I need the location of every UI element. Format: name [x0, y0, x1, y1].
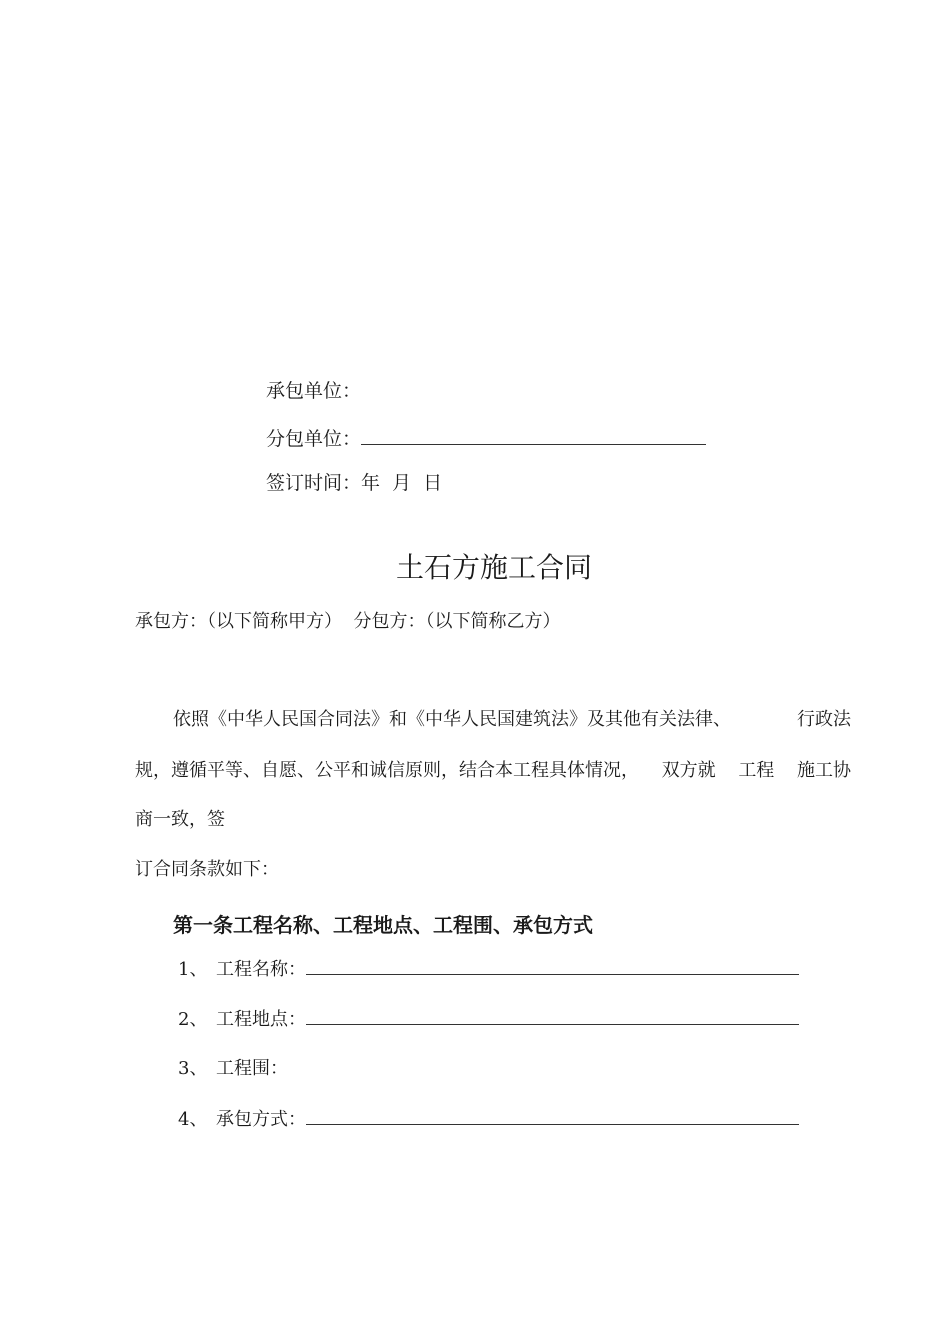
preamble-line-2-b: 双方就 — [661, 760, 716, 781]
item-blank-line — [306, 960, 799, 975]
item-blank-line — [306, 1010, 799, 1025]
item-label: 工程地点： — [216, 1009, 306, 1030]
item-label: 承包方式： — [216, 1109, 306, 1130]
parties-line: 承包方：（以下简称甲方） 分包方：（以下简称乙方） — [135, 611, 561, 632]
contractor-label: 承包单位： — [266, 380, 362, 402]
sign-date-label: 签订时间： — [266, 472, 362, 494]
sign-date-value: 年 月 日 — [361, 472, 443, 494]
item-number: 3、 — [178, 1058, 208, 1079]
contractor-field — [266, 382, 361, 401]
preamble-line-4: 订合同条款如下： — [135, 859, 279, 880]
article-1-heading: 第一条工程名称、工程地点、工程围、承包方式 — [173, 913, 593, 937]
sign-date-field — [266, 474, 442, 493]
preamble-line-2 — [135, 762, 851, 780]
item-number: 1、 — [178, 959, 208, 980]
preamble-line-1 — [135, 711, 851, 729]
item-number: 4、 — [178, 1109, 208, 1130]
article-1-item-4 — [178, 1110, 799, 1129]
preamble-line-1-b: 行政法 — [797, 709, 851, 730]
article-1-item-3 — [178, 1060, 288, 1078]
contract-title: 土石方施工合同 — [395, 551, 592, 584]
preamble-line-2-d: 施工协 — [796, 760, 851, 781]
preamble-line-2-c: 工程 — [738, 760, 775, 781]
item-number: 2、 — [178, 1009, 208, 1030]
preamble-line-3: 商一致，签 — [135, 809, 225, 830]
item-blank-line — [306, 1110, 799, 1125]
preamble-line-1-a: 依照《中华人民国合同法》和《中华人民国建筑法》及其他有关法律、 — [173, 709, 731, 730]
preamble-line-2-a: 规，遵循平等、自愿、公平和诚信原则，结合本工程具体情况， — [135, 760, 639, 781]
item-label: 工程名称： — [216, 959, 306, 980]
subcontractor-blank-line — [361, 430, 706, 445]
article-1-item-1 — [178, 960, 799, 979]
article-1-item-2 — [178, 1010, 799, 1029]
subcontractor-label: 分包单位： — [266, 428, 362, 450]
item-label: 工程围： — [216, 1058, 288, 1079]
subcontractor-field — [266, 430, 706, 449]
